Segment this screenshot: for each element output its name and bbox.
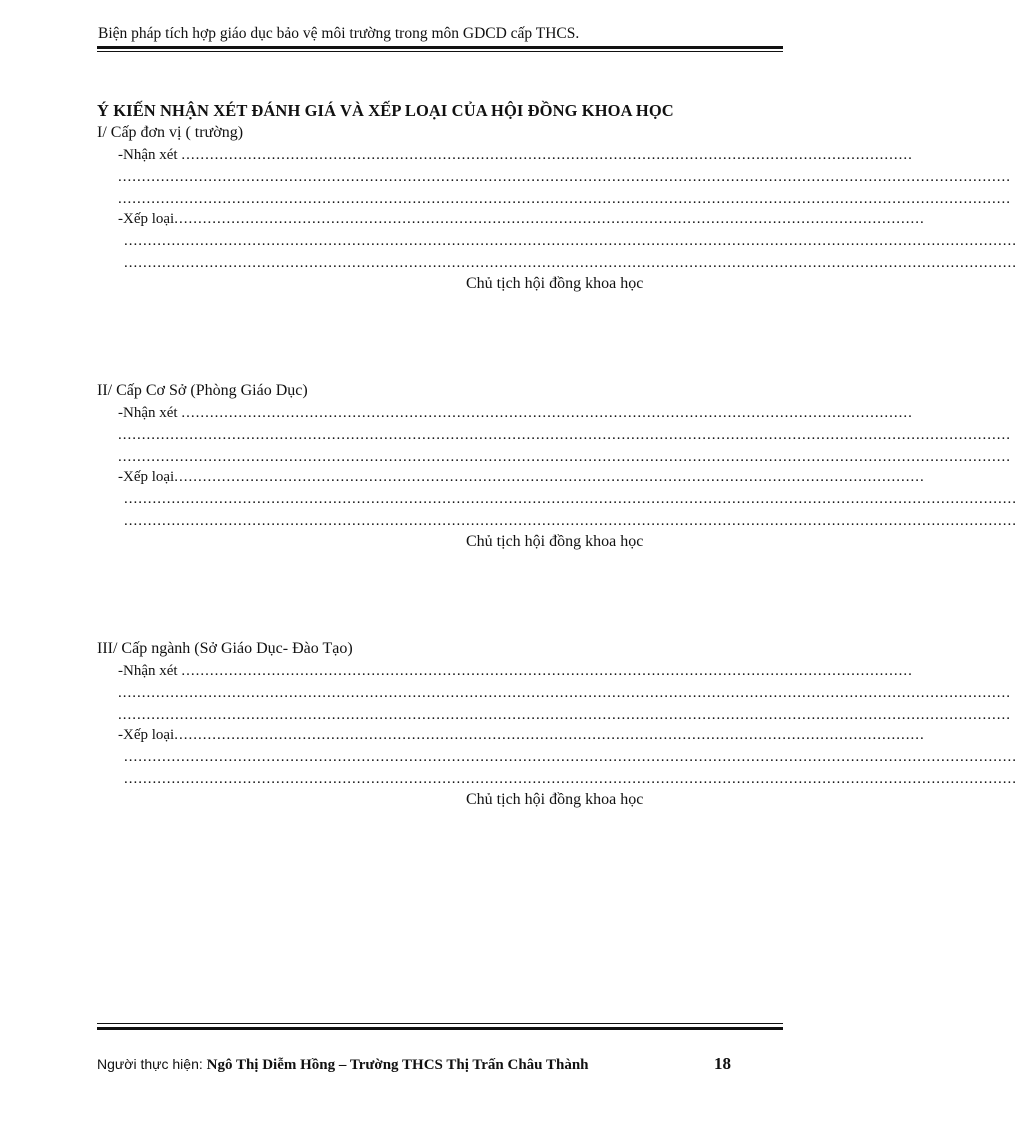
fill-dots: .............................................................................................................................................................. xyxy=(174,727,925,743)
footer-author-line xyxy=(97,1056,589,1074)
fill-line: ............................................................................................................................................................................................ xyxy=(118,427,1011,443)
rating-label: -Xếp loại xyxy=(118,469,175,485)
chair-signature-label: Chủ tịch hội đồng khoa học xyxy=(466,791,644,808)
fill-line: ............................................................................................................................................................................................ xyxy=(124,233,1017,249)
footer-author: Ngô Thị Diễm Hồng – Trường THCS Thị Trấn Châu Thành xyxy=(206,1057,589,1073)
document-title: Ý KIẾN NHẬN XÉT ĐÁNH GIÁ VÀ XẾP LOẠI CỦA HỘI ĐỒNG KHOA HỌC xyxy=(97,101,674,120)
comment-label: -Nhận xét xyxy=(118,147,178,163)
comment-line xyxy=(118,405,913,422)
fill-line: ............................................................................................................................................................................................ xyxy=(124,749,1017,765)
fill-dots: .............................................................................................................................................................. xyxy=(174,469,925,485)
chair-signature-label: Chủ tịch hội đồng khoa học xyxy=(466,533,644,550)
header-rule-thin xyxy=(97,51,783,52)
fill-dots: .......................................................................................................................................................... xyxy=(181,147,913,163)
comment-line xyxy=(118,147,913,164)
comment-line xyxy=(118,663,913,680)
page-number: 18 xyxy=(714,1054,731,1073)
header-rule-thick xyxy=(97,46,783,49)
fill-line: ............................................................................................................................................................................................ xyxy=(124,491,1017,507)
section-title: III/ Cấp ngành (Sở Giáo Dục- Đào Tạo) xyxy=(97,640,353,657)
fill-dots: .......................................................................................................................................................... xyxy=(181,405,913,421)
rating-line xyxy=(118,211,925,228)
rating-line xyxy=(118,727,925,744)
running-header: Biện pháp tích hợp giáo dục bảo vệ môi trường trong môn GDCD cấp THCS. xyxy=(98,25,580,42)
fill-line: ............................................................................................................................................................................................ xyxy=(124,255,1017,271)
rating-line xyxy=(118,469,925,486)
fill-line: ............................................................................................................................................................................................ xyxy=(118,449,1011,465)
fill-line: ............................................................................................................................................................................................ xyxy=(118,685,1011,701)
chair-signature-label: Chủ tịch hội đồng khoa học xyxy=(466,275,644,292)
fill-line: ............................................................................................................................................................................................ xyxy=(118,707,1011,723)
section-title: I/ Cấp đơn vị ( trường) xyxy=(97,124,244,141)
fill-line: ............................................................................................................................................................................................ xyxy=(118,169,1011,185)
footer-prefix: Người thực hiện: xyxy=(97,1056,207,1072)
rating-label: -Xếp loại xyxy=(118,727,175,743)
comment-label: -Nhận xét xyxy=(118,405,178,421)
footer-rule-thin xyxy=(97,1023,783,1024)
fill-line: ............................................................................................................................................................................................ xyxy=(118,191,1011,207)
fill-dots: .............................................................................................................................................................. xyxy=(174,211,925,227)
comment-label: -Nhận xét xyxy=(118,663,178,679)
fill-dots: .......................................................................................................................................................... xyxy=(181,663,913,679)
footer-rule-thick xyxy=(97,1027,783,1030)
rating-label: -Xếp loại xyxy=(118,211,175,227)
fill-line: ............................................................................................................................................................................................ xyxy=(124,771,1017,787)
fill-line: ............................................................................................................................................................................................ xyxy=(124,513,1017,529)
section-title: II/ Cấp Cơ Sở (Phòng Giáo Dục) xyxy=(97,382,308,399)
